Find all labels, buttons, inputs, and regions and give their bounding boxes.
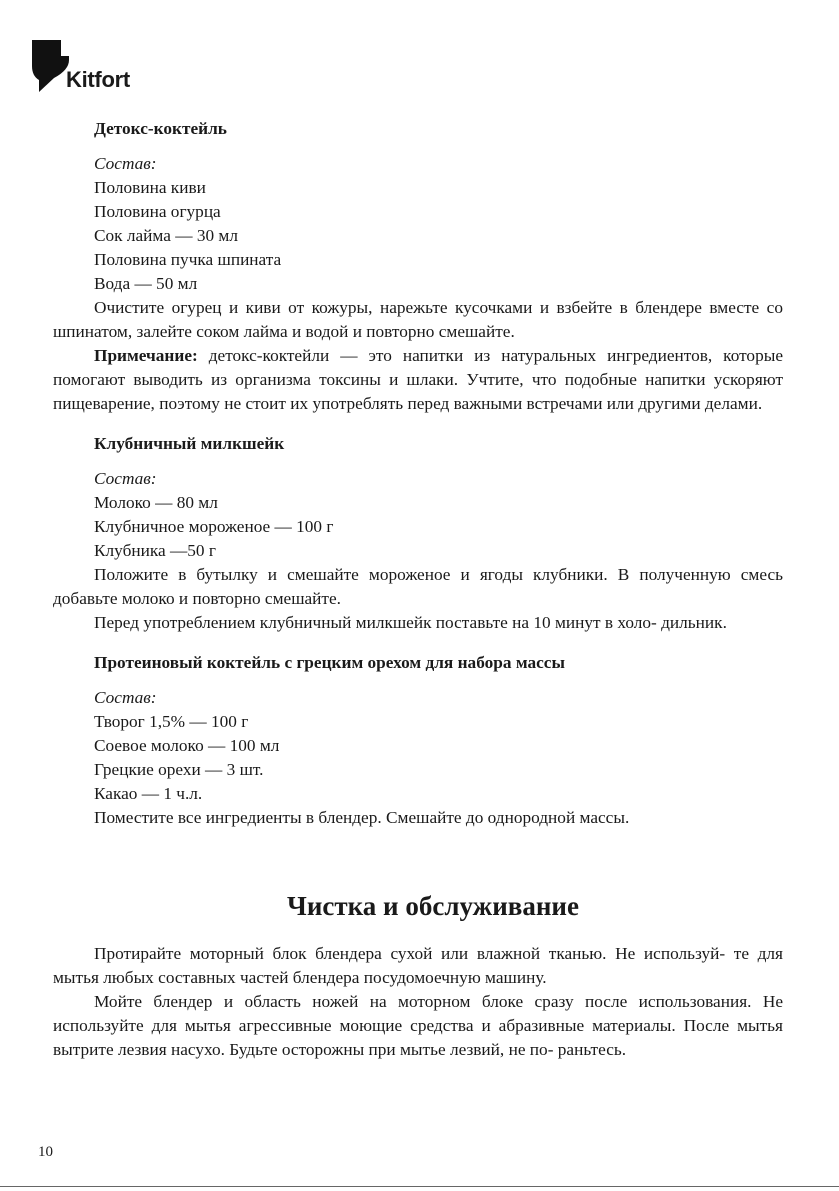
page-number: 10 [38,1144,53,1160]
logo-text: Kitfort [66,67,130,92]
ingredient-item: Сок лайма — 30 мл [94,226,238,245]
ingredient-item: Клубника —50 г [94,541,216,560]
ingredient-item: Половина пучка шпината [94,250,282,269]
recipe-title: Протеиновый коктейль с грецким орехом для набора массы [94,653,565,672]
kitfort-logo-icon [32,40,70,94]
note-label: Примечание: [94,346,198,365]
recipe-instructions: Поместите все ингредиенты в блендер. Смешайте до однородной массы. [94,808,630,827]
recipe-note [53,344,783,416]
ingredient-item: Молоко — 80 мл [94,493,218,512]
recipe-title: Детокс-коктейль [94,119,227,138]
ingredient-item: Грецкие орехи — 3 шт. [94,760,264,779]
ingredients-label: Состав: [94,154,157,173]
ingredients-label: Состав: [94,688,157,707]
recipe-instructions: Положите в бутылку и смешайте мороженое и ягоды клубники. В полученную смесь добавьте молоко и повторно смешайте. [53,565,783,608]
recipe-instructions: Перед употреблением клубничный милкшейк поставьте на 10 минут в холо- дильник. [94,613,727,632]
section-title: Чистка и обслуживание [287,891,579,921]
ingredient-item: Вода — 50 мл [94,274,198,293]
brand-logo [32,40,172,100]
ingredient-item: Клубничное мороженое — 100 г [94,517,334,536]
ingredient-item: Соевое молоко — 100 мл [94,736,280,755]
ingredient-item: Половина киви [94,178,206,197]
recipe-title: Клубничный милкшейк [94,434,285,453]
page-content [53,114,783,1062]
ingredient-item: Какао — 1 ч.л. [94,784,203,803]
ingredients-label: Состав: [94,469,157,488]
recipe-instructions: Очистите огурец и киви от кожуры, нарежьте кусочками и взбейте в блендере вместе со шпинатом, залейте соком лайма и водой и повторно смешайте. [53,298,783,341]
note-text: детокс-коктейли — это напитки из натуральных ингредиентов, которые помогают выводить из организма токсины и шлаки. Учтите, что подобные напитки ускоряют пищеварение, поэтому не стоит их употреблять перед важными встречами или другими делами. [53,346,783,413]
cleaning-paragraph: Протирайте моторный блок блендера сухой или влажной тканью. Не используй- те для мытья любых составных частей блендера посудомоечную машину. [53,944,783,987]
ingredient-item: Половина огурца [94,202,221,221]
cleaning-paragraph: Мойте блендер и область ножей на моторном блоке сразу после использования. Не используйте для мытья агрессивные моющие средства и абразивные материалы. После мытья вытрите лезвия насухо. Будьте осторожны при мытье лезвий, не по- раньтесь. [53,992,783,1059]
bottom-divider [0,1186,839,1187]
ingredient-item: Творог 1,5% — 100 г [94,712,249,731]
